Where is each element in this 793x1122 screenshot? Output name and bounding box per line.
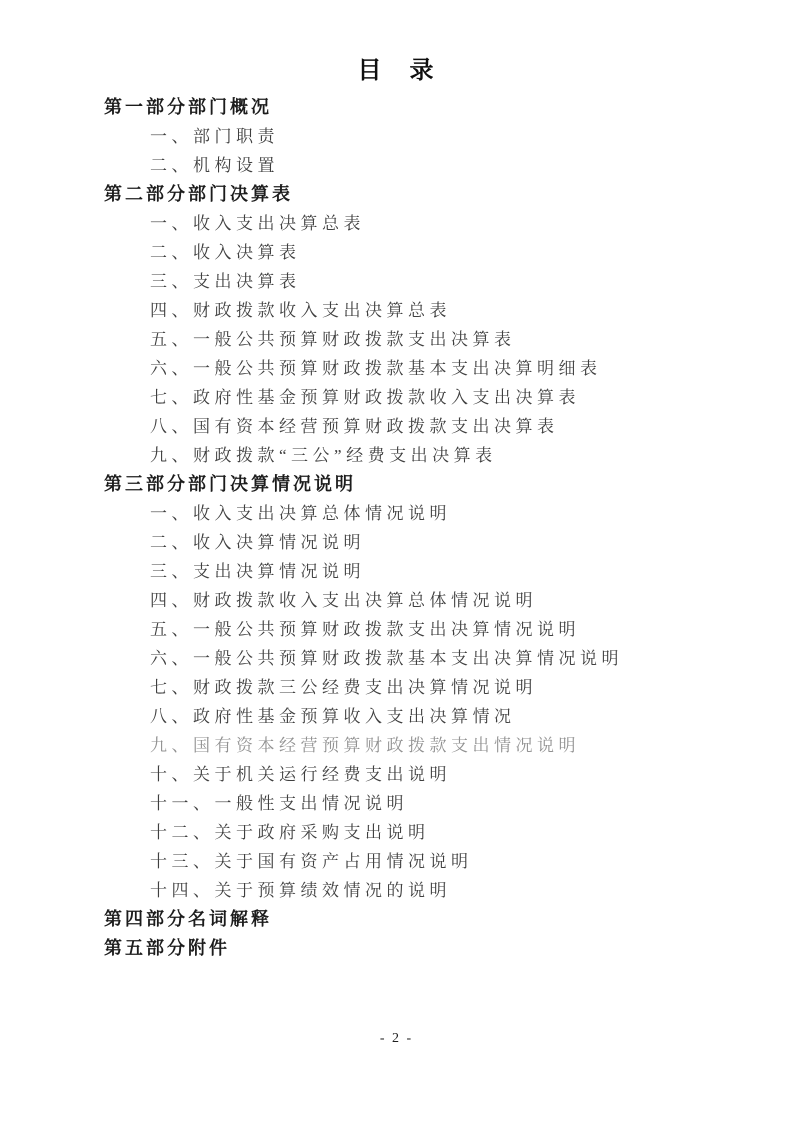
toc-item: 九、财政拨款“三公”经费支出决算表 (150, 446, 497, 465)
toc-item: 四、财政拨款收入支出决算总体情况说明 (150, 591, 537, 610)
toc-item: 一、收入支出决算总表 (150, 214, 365, 233)
toc-item: 四、财政拨款收入支出决算总表 (150, 301, 451, 320)
toc-item: 五、一般公共预算财政拨款支出决算表 (150, 330, 516, 349)
toc-item: 六、一般公共预算财政拨款基本支出决算情况说明 (150, 649, 623, 668)
toc-item: 十一、一般性支出情况说明 (150, 794, 408, 813)
toc-item: 八、政府性基金预算收入支出决算情况 (150, 707, 516, 726)
toc-section-heading: 第四部分名词解释 (104, 909, 272, 929)
toc-item: 七、政府性基金预算财政拨款收入支出决算表 (150, 388, 580, 407)
toc-section-heading: 第二部分部门决算表 (104, 184, 293, 204)
toc-section-heading: 第一部分部门概况 (104, 97, 272, 117)
toc-list (104, 93, 733, 963)
toc-item: 五、一般公共预算财政拨款支出决算情况说明 (150, 620, 580, 639)
toc-item: 六、一般公共预算财政拨款基本支出决算明细表 (150, 359, 602, 378)
page-number: - 2 - (379, 1031, 414, 1046)
toc-item: 三、支出决算情况说明 (150, 562, 365, 581)
toc-item: 十二、关于政府采购支出说明 (150, 823, 430, 842)
toc-item: 十、关于机关运行经费支出说明 (150, 765, 451, 784)
toc-item: 一、部门职责 (150, 127, 279, 146)
toc-item: 三、支出决算表 (150, 272, 301, 291)
toc-item: 二、收入决算情况说明 (150, 533, 365, 552)
toc-item: 二、机构设置 (150, 156, 279, 175)
toc-section-heading: 第五部分附件 (104, 938, 230, 958)
toc-item: 七、财政拨款三公经费支出决算情况说明 (150, 678, 537, 697)
toc-section-heading: 第三部分部门决算情况说明 (104, 474, 356, 494)
page-title: 目 录 (357, 58, 436, 84)
toc-item: 十四、关于预算绩效情况的说明 (150, 881, 451, 900)
toc-item: 二、收入决算表 (150, 243, 301, 262)
toc-item: 八、国有资本经营预算财政拨款支出决算表 (150, 417, 559, 436)
toc-item: 一、收入支出决算总体情况说明 (150, 504, 451, 523)
toc-item: 十三、关于国有资产占用情况说明 (150, 852, 473, 871)
toc-item: 九、国有资本经营预算财政拨款支出情况说明 (150, 736, 580, 755)
